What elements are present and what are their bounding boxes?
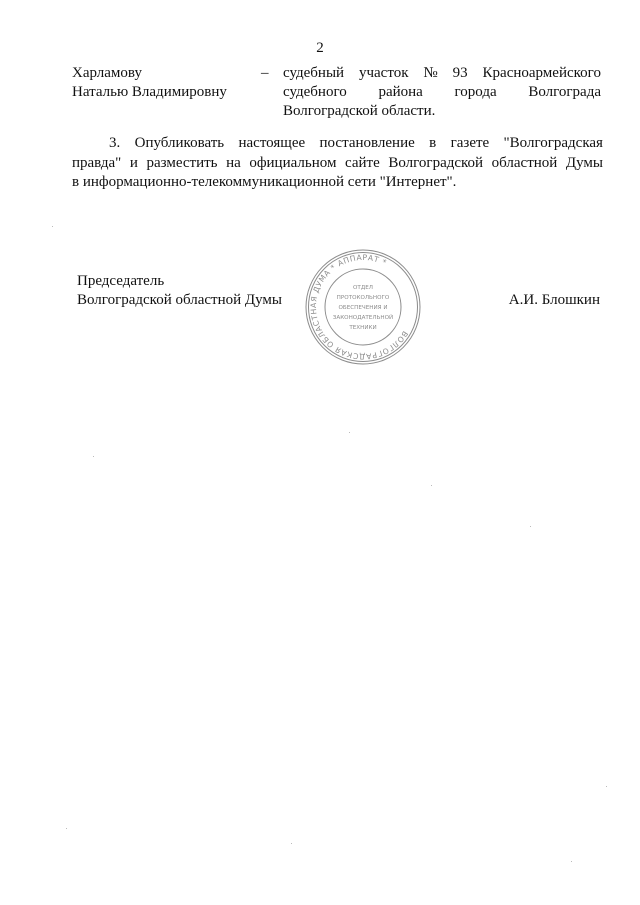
scan-speck	[349, 432, 350, 433]
chair-title-line-2: Волгоградской областной Думы	[77, 292, 282, 308]
stamp-inner-line: ОБЕСПЕЧЕНИЯ И	[338, 305, 388, 311]
court-line-3: Волгоградской области.	[283, 103, 436, 119]
scan-speck	[52, 226, 53, 227]
court-word: судебный	[283, 65, 345, 81]
scan-speck	[66, 828, 67, 829]
court-line-2	[283, 83, 601, 102]
appointee-name	[72, 64, 262, 102]
paragraph-word: и	[129, 154, 138, 171]
court-word: района	[378, 84, 423, 100]
paragraph-word: официальном	[249, 154, 337, 171]
scan-speck	[291, 843, 292, 844]
court-word: судебного	[283, 84, 347, 100]
court-word: №	[423, 65, 438, 81]
chair-title	[77, 272, 282, 310]
paragraph-word: сайте	[345, 154, 380, 171]
official-stamp	[304, 248, 422, 366]
paragraph-3-line-1	[72, 134, 603, 154]
paragraph-3-line-2	[72, 154, 603, 174]
scan-speck	[431, 485, 432, 486]
paragraph-word: постановление	[319, 135, 415, 151]
appointee-name-line-2: Наталью Владимировну	[72, 84, 227, 100]
stamp-inner-line: ОТДЕЛ	[353, 285, 373, 291]
chair-title-line-1: Председатель	[77, 273, 165, 289]
paragraph-word: разместить	[146, 154, 218, 171]
stamp-inner-line: ПРОТОКОЛЬНОГО	[336, 295, 390, 301]
paragraph-word: газете	[450, 135, 490, 151]
scan-speck	[571, 861, 572, 862]
court-word: 93	[452, 65, 468, 81]
appointee-court	[283, 64, 601, 121]
appointee-name-line-1: Харламову	[72, 65, 142, 81]
paragraph-word: областной	[491, 154, 558, 171]
scan-speck	[530, 526, 531, 527]
paragraph-word: в	[429, 135, 437, 151]
chair-name: А.И. Блошкин	[508, 292, 600, 308]
paragraph-word: Думы	[565, 154, 603, 171]
stamp-inner-line: ЗАКОНОДАТЕЛЬНОЙ	[332, 315, 394, 321]
paragraph-word: Волгоградской	[388, 154, 484, 171]
scan-speck	[606, 786, 607, 787]
paragraph-word: на	[226, 154, 241, 171]
scan-speck	[93, 456, 94, 457]
signature-block	[77, 252, 602, 392]
paragraph-word: "Волгоградская	[503, 135, 603, 151]
paragraph-word: Опубликовать	[134, 135, 225, 151]
paragraph-word: 3.	[109, 135, 121, 151]
court-line-1	[283, 64, 601, 83]
stamp-outer-text: ВОЛГОГРАДСКАЯ ОБЛАСТНАЯ ДУМА * АППАРАТ *	[308, 252, 410, 362]
court-word: Волгограда	[528, 84, 601, 100]
appointee-dash: –	[261, 65, 269, 81]
paragraph-3-line-3: в информационно-телекоммуникационной сети "Интернет".	[72, 174, 457, 190]
court-word: города	[454, 84, 497, 100]
paragraph-word: правда"	[72, 154, 122, 171]
court-word: Красноармейского	[482, 65, 601, 81]
paragraph-3	[72, 134, 603, 193]
paragraph-word: настоящее	[238, 135, 306, 151]
stamp-inner-line: ТЕХНИКИ	[349, 325, 377, 331]
court-word: участок	[358, 65, 409, 81]
page-number: 2	[316, 40, 324, 56]
